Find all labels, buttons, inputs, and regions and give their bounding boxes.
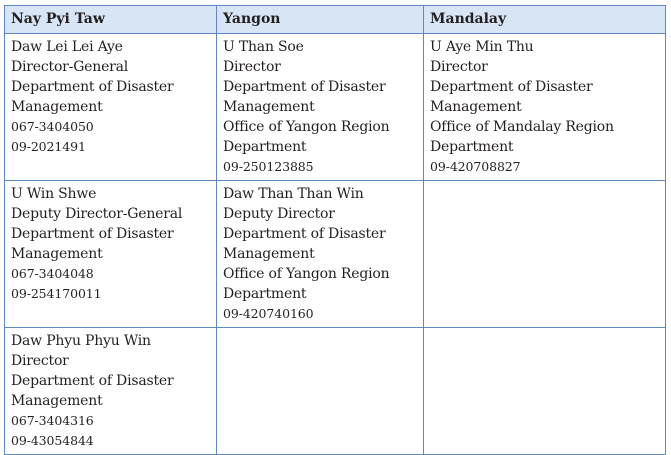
- contact-title: Director: [11, 353, 69, 369]
- empty-cell: [424, 328, 666, 455]
- contact-name: U Aye Min Thu: [430, 39, 534, 55]
- contact-title: Deputy Director-General: [11, 206, 183, 222]
- contact-office: Department: [223, 139, 307, 155]
- contact-name: U Than Soe: [223, 39, 304, 55]
- contact-cell: [424, 34, 666, 181]
- contact-phone: 067-3404048: [11, 266, 94, 281]
- contact-name: Daw Phyu Phyu Win: [11, 333, 151, 349]
- contact-name: Daw Lei Lei Aye: [11, 39, 123, 55]
- contact-office: Department: [223, 286, 307, 302]
- contacts-table: [4, 5, 666, 455]
- contact-cell: [217, 34, 424, 181]
- contact-title: Director: [430, 59, 488, 75]
- contact-phone: 067-3404050: [11, 119, 94, 134]
- contact-name: Daw Than Than Win: [223, 186, 364, 202]
- contact-department: Management: [223, 99, 315, 115]
- contact-phone: 09-420740160: [223, 306, 314, 321]
- contact-office: Department: [430, 139, 514, 155]
- header-row: [5, 6, 666, 34]
- contact-phone: 09-420708827: [430, 159, 521, 174]
- contact-name: U Win Shwe: [11, 186, 97, 202]
- contact-cell: [5, 34, 217, 181]
- contact-department: Department of Disaster: [430, 79, 593, 95]
- empty-cell: [424, 181, 666, 328]
- contact-phone: 09-2021491: [11, 139, 86, 154]
- contact-department: Management: [11, 246, 103, 262]
- contact-phone: 09-254170011: [11, 286, 102, 301]
- contact-phone: 09-43054844: [11, 433, 94, 448]
- contact-phone: 067-3404316: [11, 413, 94, 428]
- header-mandalay: Mandalay: [424, 6, 666, 34]
- contact-title: Director: [223, 59, 281, 75]
- table-row: [5, 34, 666, 181]
- contact-office: Office of Yangon Region: [223, 266, 390, 282]
- contact-department: Management: [11, 99, 103, 115]
- contact-department: Management: [223, 246, 315, 262]
- contact-title: Director-General: [11, 59, 129, 75]
- table-row: [5, 328, 666, 455]
- contact-cell: [5, 181, 217, 328]
- contact-office: Office of Yangon Region: [223, 119, 390, 135]
- header-nay-pyi-taw: Nay Pyi Taw: [5, 6, 217, 34]
- header-yangon: Yangon: [217, 6, 424, 34]
- contact-cell: [217, 181, 424, 328]
- contact-title: Deputy Director: [223, 206, 335, 222]
- contact-department: Management: [430, 99, 522, 115]
- contact-department: Department of Disaster: [11, 226, 174, 242]
- contact-department: Management: [11, 393, 103, 409]
- contact-department: Department of Disaster: [223, 79, 386, 95]
- contact-department: Department of Disaster: [11, 373, 174, 389]
- contact-department: Department of Disaster: [11, 79, 174, 95]
- contact-phone: 09-250123885: [223, 159, 314, 174]
- empty-cell: [217, 328, 424, 455]
- contact-office: Office of Mandalay Region: [430, 119, 614, 135]
- table-row: [5, 181, 666, 328]
- contact-department: Department of Disaster: [223, 226, 386, 242]
- contact-cell: [5, 328, 217, 455]
